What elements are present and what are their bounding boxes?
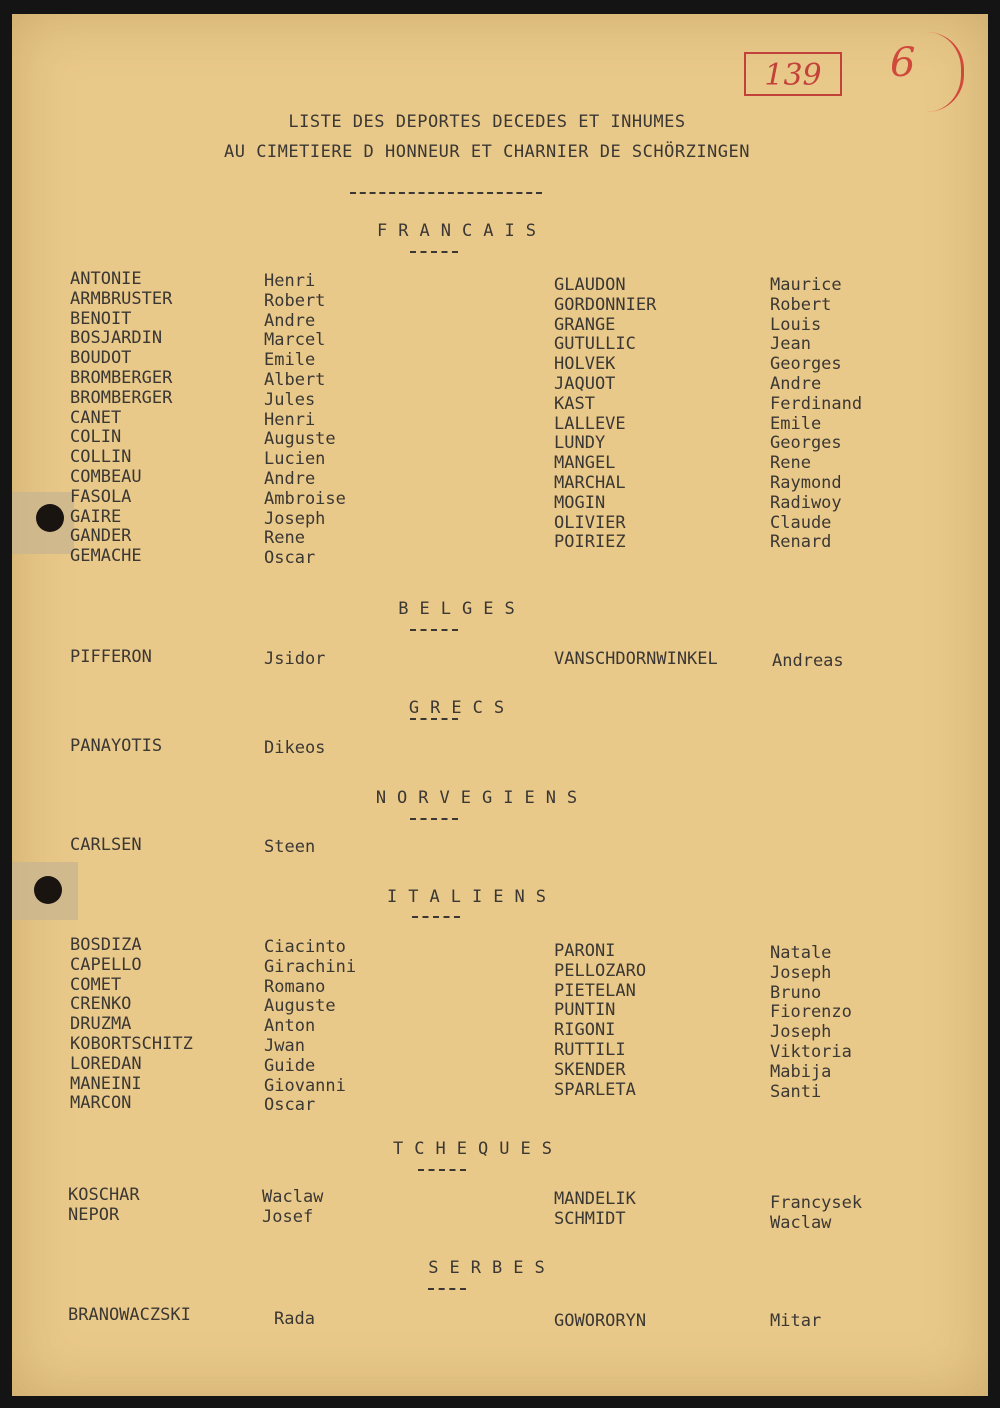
first-name: Bruno — [770, 982, 822, 1003]
section-underline — [418, 1169, 466, 1171]
first-name: Ciacinto — [264, 937, 346, 957]
surname: GEMACHE — [70, 546, 142, 567]
belges-right-surnames — [554, 650, 718, 670]
first-name: Andreas — [772, 651, 844, 671]
belges-left-firstnames — [264, 650, 325, 670]
surname: ARMBRUSTER — [70, 288, 173, 309]
surname: BOUDOT — [70, 348, 132, 369]
section-heading-belges: BELGES — [398, 599, 526, 619]
first-name: Andre — [264, 310, 316, 331]
first-name: Francysek — [770, 1193, 863, 1213]
archive-stamp: 139 — [744, 52, 842, 96]
surname: PIETELAN — [554, 980, 636, 1001]
italiens-right-firstnames — [770, 944, 852, 1102]
surname: DRUZMA — [70, 1014, 132, 1035]
first-name: Jules — [264, 389, 316, 410]
section-underline — [412, 916, 460, 918]
first-name: Fiorenzo — [770, 1002, 852, 1023]
francais-left-surnames — [70, 270, 172, 567]
francais-right-firstnames — [770, 276, 862, 553]
surname: GORDONNIER — [554, 294, 657, 315]
first-name: Georges — [770, 433, 842, 454]
first-name: Emile — [264, 350, 316, 371]
section-underline — [410, 629, 458, 631]
surname: LOREDAN — [70, 1053, 142, 1074]
serbes-right-firstnames — [770, 1312, 821, 1332]
surname: COMET — [70, 974, 122, 995]
first-name: Renard — [770, 532, 832, 553]
serbes-left-firstnames — [274, 1310, 315, 1330]
surname: MANEINI — [70, 1073, 142, 1094]
handwritten-parenthesis — [927, 32, 964, 112]
first-name: Jsidor — [264, 649, 326, 669]
norvegiens-left-firstnames — [264, 838, 315, 858]
first-name: Georges — [770, 354, 842, 375]
francais-right-surnames — [554, 276, 656, 553]
surname: VANSCHDORNWINKEL — [554, 649, 718, 669]
surname: NEPOR — [68, 1204, 120, 1225]
first-name: Steen — [264, 837, 316, 857]
tcheques-right-surnames — [554, 1190, 636, 1230]
surname: BOSJARDIN — [70, 328, 163, 349]
italiens-left-firstnames — [264, 938, 356, 1116]
first-name: Andre — [264, 468, 316, 489]
surname: CRENKO — [70, 994, 132, 1015]
first-name: Robert — [770, 294, 832, 315]
first-name: Viktoria — [770, 1041, 852, 1062]
first-name: Waclaw — [770, 1212, 832, 1233]
surname: KOBORTSCHITZ — [70, 1033, 193, 1054]
surname: BOSDIZA — [70, 935, 142, 955]
tcheques-right-firstnames — [770, 1194, 862, 1234]
first-name: Henri — [264, 271, 316, 291]
first-name: Natale — [770, 943, 832, 963]
first-name: Louis — [770, 314, 822, 335]
first-name: Santi — [770, 1081, 822, 1102]
first-name: Robert — [264, 290, 326, 311]
italiens-right-surnames — [554, 942, 646, 1100]
first-name: Jwan — [264, 1035, 305, 1056]
document-title-line-2: AU CIMETIERE D HONNEUR ET CHARNIER DE SCHÖRZINGEN — [223, 142, 750, 162]
first-name: Joseph — [770, 962, 832, 983]
section-heading-tcheques: TCHEQUES — [393, 1139, 563, 1159]
section-underline — [428, 1288, 466, 1290]
surname: PUNTIN — [554, 1000, 616, 1021]
surname: PARONI — [554, 941, 616, 961]
surname: CARLSEN — [70, 835, 142, 855]
section-heading-francais: FRANCAIS — [377, 221, 547, 241]
first-name: Ferdinand — [770, 393, 863, 414]
surname: GAIRE — [70, 506, 122, 527]
surname: KOSCHAR — [68, 1185, 140, 1205]
punch-hole-icon — [36, 504, 64, 532]
surname: FASOLA — [70, 486, 132, 507]
surname: PANAYOTIS — [70, 736, 163, 756]
surname: HOLVEK — [554, 354, 616, 375]
surname: POIRIEZ — [554, 532, 626, 553]
serbes-right-surnames — [554, 1312, 646, 1332]
first-name: Joseph — [770, 1022, 832, 1043]
surname: PIFFERON — [70, 647, 152, 667]
serbes-left-surnames — [68, 1306, 191, 1326]
surname: BRANOWACZSKI — [68, 1305, 191, 1325]
first-name: Radiwoy — [770, 492, 842, 513]
first-name: Ambroise — [264, 488, 346, 509]
surname: COLLIN — [70, 447, 132, 468]
surname: MANGEL — [554, 453, 616, 474]
tcheques-left-surnames — [68, 1186, 140, 1226]
first-name: Auguste — [264, 429, 336, 450]
first-name: Lucien — [264, 449, 326, 470]
first-name: Giovanni — [264, 1075, 346, 1096]
first-name: Oscar — [264, 1095, 316, 1116]
surname: GUTULLIC — [554, 334, 636, 355]
first-name: Rene — [770, 453, 811, 474]
surname: OLIVIER — [554, 512, 626, 533]
section-heading-italiens: ITALIENS — [387, 887, 557, 907]
first-name: Guide — [264, 1055, 316, 1076]
first-name: Waclaw — [262, 1187, 324, 1207]
surname: ANTONIE — [70, 269, 142, 289]
surname: SPARLETA — [554, 1079, 636, 1100]
surname: JAQUOT — [554, 373, 616, 394]
surname: RIGONI — [554, 1020, 616, 1041]
first-name: Oscar — [264, 548, 316, 569]
first-name: Andre — [770, 373, 822, 394]
norvegiens-left-surnames — [70, 836, 142, 856]
first-name: Romano — [264, 976, 326, 997]
surname: GRANGE — [554, 314, 616, 335]
first-name: Dikeos — [264, 738, 326, 758]
first-name: Rada — [274, 1309, 315, 1329]
first-name: Girachini — [264, 956, 357, 977]
first-name: Claude — [770, 512, 832, 533]
surname: MOGIN — [554, 492, 606, 513]
first-name: Maurice — [770, 275, 842, 295]
surname: MARCHAL — [554, 472, 626, 493]
surname: SCHMIDT — [554, 1208, 626, 1229]
first-name: Auguste — [264, 996, 336, 1017]
tcheques-left-firstnames — [262, 1188, 323, 1228]
title-divider — [350, 192, 542, 194]
surname: LALLEVE — [554, 413, 626, 434]
surname: GOWORORYN — [554, 1311, 647, 1331]
surname: SKENDER — [554, 1059, 626, 1080]
italiens-left-surnames — [70, 936, 193, 1114]
surname: BROMBERGER — [70, 387, 173, 408]
first-name: Emile — [770, 413, 822, 434]
surname: MARCON — [70, 1093, 132, 1114]
section-heading-norvegiens: NORVEGIENS — [375, 788, 589, 808]
surname: COLIN — [70, 427, 122, 448]
surname: COMBEAU — [70, 466, 142, 487]
section-heading-grecs: GRECS — [408, 698, 516, 718]
surname: BROMBERGER — [70, 367, 173, 388]
surname: BENOIT — [70, 308, 132, 329]
first-name: Rene — [264, 528, 305, 549]
section-underline — [410, 251, 458, 253]
surname: RUTTILI — [554, 1039, 626, 1060]
surname: GLAUDON — [554, 275, 626, 295]
first-name: Anton — [264, 1016, 316, 1037]
document-title-line-1: LISTE DES DEPORTES DECEDES ET INHUMES — [288, 112, 686, 132]
section-heading-serbes: SERBES — [428, 1258, 556, 1278]
belges-right-firstnames — [772, 652, 844, 672]
grecs-left-firstnames — [264, 739, 325, 759]
first-name: Mabija — [770, 1061, 832, 1082]
first-name: Jean — [770, 334, 811, 355]
first-name: Marcel — [264, 330, 326, 351]
section-underline — [410, 718, 458, 720]
first-name: Raymond — [770, 472, 842, 493]
surname: GANDER — [70, 526, 132, 547]
first-name: Joseph — [264, 508, 326, 529]
first-name: Albert — [264, 369, 326, 390]
section-underline — [410, 818, 458, 820]
surname: LUNDY — [554, 433, 606, 454]
surname: CAPELLO — [70, 954, 142, 975]
belges-left-surnames — [70, 648, 152, 668]
francais-left-firstnames — [264, 272, 346, 569]
surname: MANDELIK — [554, 1189, 636, 1209]
first-name: Josef — [262, 1206, 314, 1227]
first-name: Henri — [264, 409, 316, 430]
grecs-left-surnames — [70, 737, 162, 757]
handwritten-number: 6 — [890, 40, 916, 86]
first-name: Mitar — [770, 1311, 822, 1331]
surname: PELLOZARO — [554, 960, 647, 981]
surname: CANET — [70, 407, 122, 428]
document-page — [12, 14, 988, 1396]
surname: KAST — [554, 393, 595, 414]
